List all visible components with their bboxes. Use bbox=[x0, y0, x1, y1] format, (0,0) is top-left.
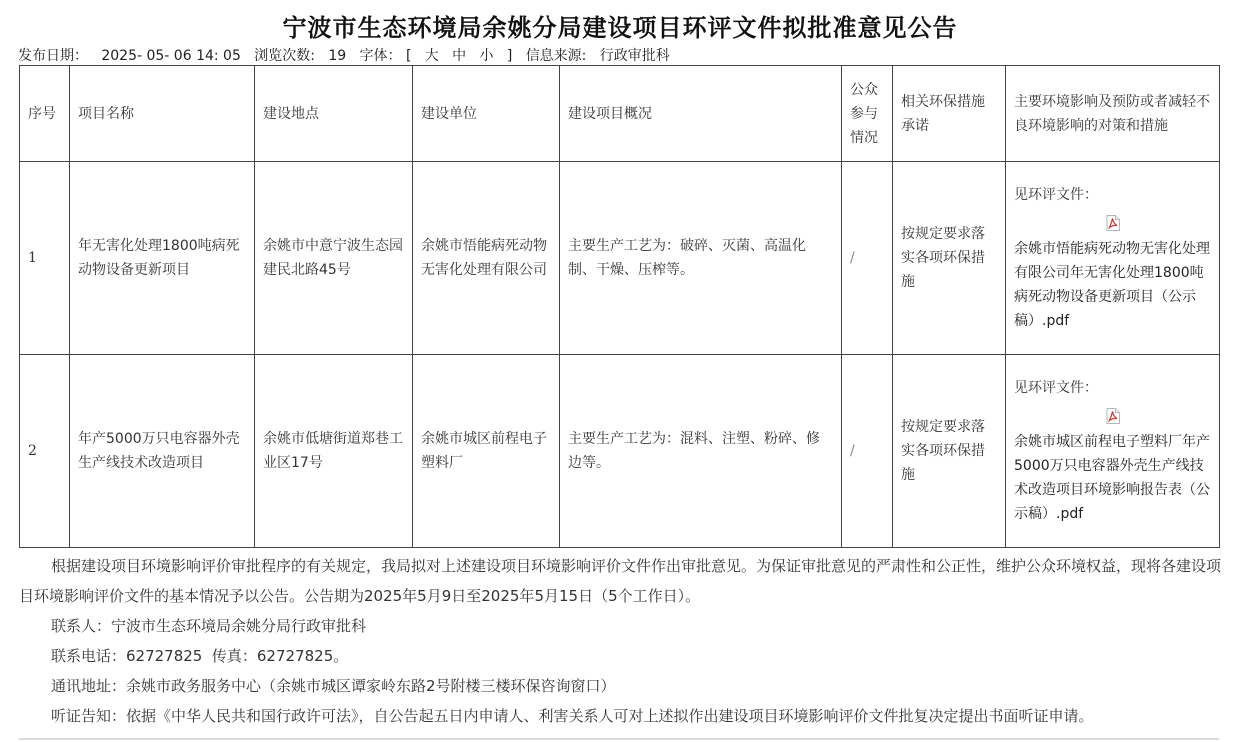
font-size-small-button[interactable]: 小 bbox=[479, 48, 494, 64]
row-location: 余姚市低塘街道郑巷工业区17号 bbox=[255, 355, 413, 548]
env-file-label: 见环评文件： bbox=[1014, 187, 1098, 203]
font-size-medium-button[interactable]: 中 bbox=[452, 48, 467, 64]
font-size-label: 字体： bbox=[359, 48, 402, 64]
row-project-name: 年无害化处理1800吨病死动物设备更新项目 bbox=[70, 162, 255, 355]
header-impact: 主要环境影响及预防或者减轻不良环境影响的对策和措施 bbox=[1006, 66, 1220, 162]
row-public-participation: / bbox=[842, 355, 893, 548]
font-size-large-button[interactable]: 大 bbox=[424, 48, 439, 64]
views-label: 浏览次数: bbox=[254, 48, 315, 64]
env-assessment-file-link[interactable]: 余姚市悟能病死动物无害化处理有限公司年无害化处理1800吨病死动物设备更新项目（公示稿）.pdf bbox=[1014, 241, 1210, 329]
publish-date-label: 发布日期： bbox=[18, 48, 88, 64]
notice-paragraph: 根据建设项目环境影响评价审批程序的有关规定，我局拟对上述建设项目环境影响评价文件作出审批意见。为保证审批意见的严肃性和公正性，维护公众环境权益，现将各建设项目环境影响评价文件的基本情况予以公告。公告期为2025年5月9日至2025年5月15日（5个工作日）。 bbox=[19, 557, 1222, 605]
row-measures: 按规定要求落实各项环保措施 bbox=[893, 355, 1006, 548]
env-file-label: 见环评文件： bbox=[1014, 380, 1098, 396]
row-measures: 按规定要求落实各项环保措施 bbox=[893, 162, 1006, 355]
header-index: 序号 bbox=[20, 66, 70, 162]
row-impact bbox=[1006, 162, 1220, 355]
pdf-file-icon[interactable] bbox=[1106, 215, 1120, 231]
header-overview: 建设项目概况 bbox=[560, 66, 842, 162]
page-title: 宁波市生态环境局余姚分局建设项目环评文件拟批准意见公告 bbox=[282, 14, 958, 42]
header-public-participation: 公众参与情况 bbox=[842, 66, 893, 162]
header-project-name: 项目名称 bbox=[70, 66, 255, 162]
bottom-divider bbox=[19, 738, 1219, 740]
notice-section bbox=[19, 551, 1224, 731]
row-unit: 余姚市悟能病死动物无害化处理有限公司 bbox=[413, 162, 560, 355]
approval-table bbox=[19, 65, 1220, 548]
pdf-file-icon[interactable] bbox=[1106, 408, 1120, 424]
font-bracket-open: [ bbox=[405, 48, 412, 64]
row-project-name: 年产5000万只电容器外壳生产线技术改造项目 bbox=[70, 355, 255, 548]
contact-phone: 联系电话：62727825 传真：62727825。 bbox=[51, 647, 349, 665]
table-row bbox=[20, 355, 1220, 548]
header-location: 建设地点 bbox=[255, 66, 413, 162]
publish-meta-line bbox=[18, 45, 670, 65]
row-public-participation: / bbox=[842, 162, 893, 355]
hearing-notice: 听证告知：依据《中华人民共和国行政许可法》，自公告起五日内申请人、利害关系人可对上述拟作出建设项目环境影响评价文件批复决定提出书面听证申请。 bbox=[51, 707, 1094, 725]
row-impact bbox=[1006, 355, 1220, 548]
row-location: 余姚市中意宁波生态园建民北路45号 bbox=[255, 162, 413, 355]
header-measures: 相关环保措施承诺 bbox=[893, 66, 1006, 162]
contact-address: 通讯地址：余姚市政务服务中心（余姚市城区谭家岭东路2号附楼三楼环保咨询窗口） bbox=[51, 677, 616, 695]
table-row bbox=[20, 162, 1220, 355]
header-unit: 建设单位 bbox=[413, 66, 560, 162]
contact-person: 联系人：宁波市生态环境局余姚分局行政审批科 bbox=[51, 617, 367, 635]
row-index: 2 bbox=[20, 355, 70, 548]
table-header-row bbox=[20, 66, 1220, 162]
row-index: 1 bbox=[20, 162, 70, 355]
row-unit: 余姚市城区前程电子塑料厂 bbox=[413, 355, 560, 548]
source-value: 行政审批科 bbox=[599, 48, 670, 64]
row-overview: 主要生产工艺为：破碎、灭菌、高温化制、干燥、压榨等。 bbox=[560, 162, 842, 355]
row-overview: 主要生产工艺为：混料、注塑、粉碎、修边等。 bbox=[560, 355, 842, 548]
source-label: 信息来源: bbox=[525, 48, 587, 64]
publish-date-value: 2025- 05- 06 14: 05 bbox=[101, 48, 241, 64]
env-assessment-file-link[interactable]: 余姚市城区前程电子塑料厂年产5000万只电容器外壳生产线技术改造项目环境影响报告表（公示稿）.pdf bbox=[1014, 434, 1210, 522]
font-bracket-close: ] bbox=[506, 48, 513, 64]
views-count: 19 bbox=[328, 48, 347, 64]
